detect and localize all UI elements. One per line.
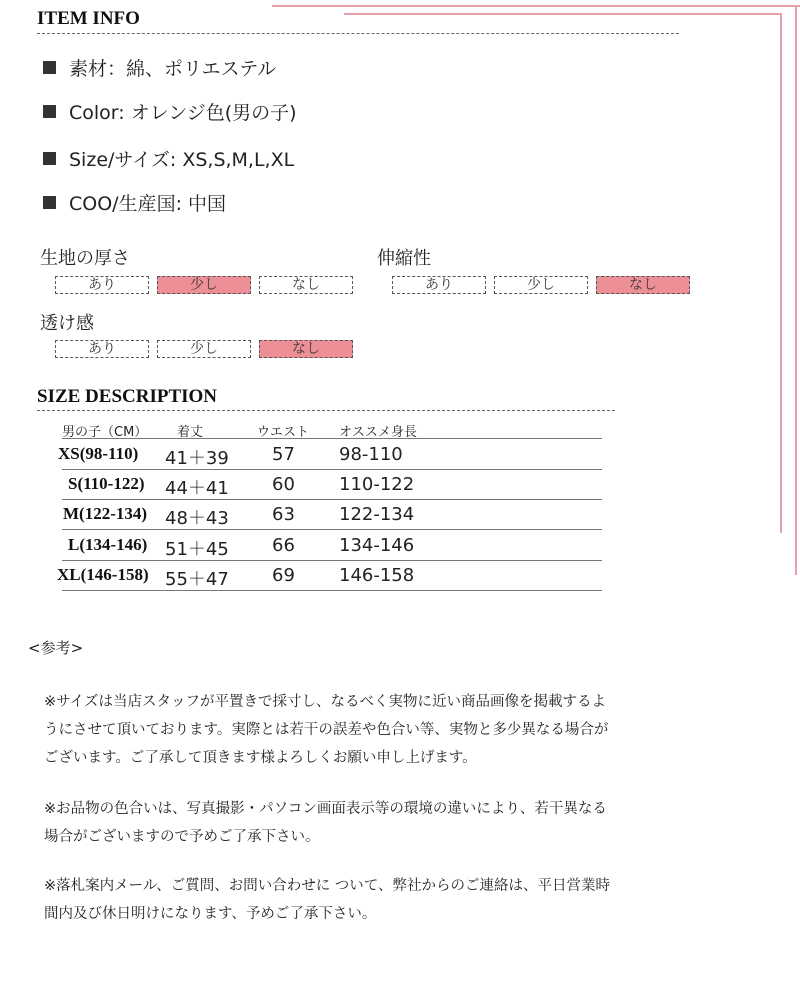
bullet-icon	[43, 196, 56, 209]
note-color	[44, 795, 607, 851]
row-waist: 66	[272, 535, 295, 556]
info-material-text: 素材：綿、ポリエステル	[69, 58, 277, 80]
row-size: XS(98-110)	[58, 444, 139, 463]
note-line: ※落札案内メール、ご質問、お問い合わせに ついて、弊社からのご連絡は、平日営業時	[44, 878, 611, 894]
transparency-title: 透け感	[40, 313, 94, 334]
thickness-option-yes: あり	[55, 276, 149, 294]
size-description-title: SIZE DESCRIPTION	[37, 386, 218, 407]
note-line: うにさせて頂いております。実際とは若干の誤差や色合い等、実物と多少異なる場合が	[44, 722, 609, 738]
info-color	[43, 98, 297, 125]
transparency-option-some: 少し	[157, 340, 251, 358]
note-contact	[44, 872, 610, 928]
stretch-option-yes: あり	[392, 276, 486, 294]
thickness-title: 生地の厚さ	[40, 248, 130, 269]
row-height: 122-134	[339, 504, 415, 525]
decor-line-top-1	[272, 5, 800, 7]
info-material	[43, 54, 276, 81]
row-height: 146-158	[339, 565, 415, 586]
row-waist: 69	[272, 565, 295, 586]
header-height: オススメ身長	[339, 425, 417, 440]
bullet-icon	[43, 152, 56, 165]
row-underline	[62, 529, 602, 530]
row-waist: 57	[272, 444, 295, 465]
decor-line-top-2	[344, 13, 780, 15]
note-measurement	[44, 688, 608, 772]
row-length: 55＋47	[165, 569, 229, 590]
row-size: S(110-122)	[68, 474, 145, 493]
note-line: ございます。ご了承して頂きます様よろしくお願い申し上げます。	[44, 750, 477, 766]
note-line: ※お品物の色合いは、写真撮影・パソコン画面表示等の環境の違いにより、若干異なる	[44, 801, 607, 817]
info-size	[43, 145, 294, 172]
row-size: M(122-134)	[63, 504, 148, 523]
note-line: 間内及び休日明けになります、予めご了承下さい。	[44, 906, 377, 922]
header-waist: ウエスト	[257, 425, 310, 440]
item-info-divider	[37, 33, 679, 34]
row-waist: 60	[272, 474, 295, 495]
row-length: 51＋45	[165, 539, 229, 560]
table-row	[0, 440, 800, 470]
reference-title: <参考>	[28, 639, 84, 657]
header-underline	[62, 438, 602, 439]
row-size: XL(146-158)	[57, 565, 149, 584]
transparency-option-no: なし	[259, 340, 353, 358]
bullet-icon	[43, 61, 56, 74]
info-size-text: Size/サイズ: XS,S,M,L,XL	[69, 149, 295, 171]
row-height: 134-146	[339, 535, 415, 556]
stretch-option-no: なし	[596, 276, 690, 294]
note-line: ※サイズは当店スタッフが平置きで採寸し、なるべく実物に近い商品画像を掲載するよ	[44, 694, 606, 710]
row-height: 110-122	[339, 474, 415, 495]
info-color-text: Color: オレンジ色(男の子)	[69, 102, 297, 124]
note-line: 場合がございますので予めご了承下さい。	[44, 829, 320, 845]
thickness-option-no: なし	[259, 276, 353, 294]
table-row	[0, 561, 800, 591]
row-length: 44＋41	[165, 478, 229, 499]
info-coo	[43, 189, 226, 216]
table-row	[0, 531, 800, 561]
thickness-option-some: 少し	[157, 276, 251, 294]
row-size: L(134-146)	[68, 535, 148, 554]
header-size: 男の子（CM）	[62, 425, 148, 440]
row-length: 41＋39	[165, 448, 229, 469]
table-row	[0, 470, 800, 500]
row-underline	[62, 590, 602, 591]
bullet-icon	[43, 105, 56, 118]
table-row	[0, 500, 800, 530]
item-info-title: ITEM INFO	[37, 8, 140, 29]
transparency-option-yes: あり	[55, 340, 149, 358]
stretch-title: 伸縮性	[377, 248, 431, 269]
row-waist: 63	[272, 504, 295, 525]
row-length: 48＋43	[165, 508, 229, 529]
row-height: 98-110	[339, 444, 403, 465]
size-description-divider	[37, 410, 615, 411]
stretch-option-some: 少し	[494, 276, 588, 294]
header-length: 着丈	[177, 425, 204, 440]
info-coo-text: COO/生産国: 中国	[69, 193, 227, 215]
